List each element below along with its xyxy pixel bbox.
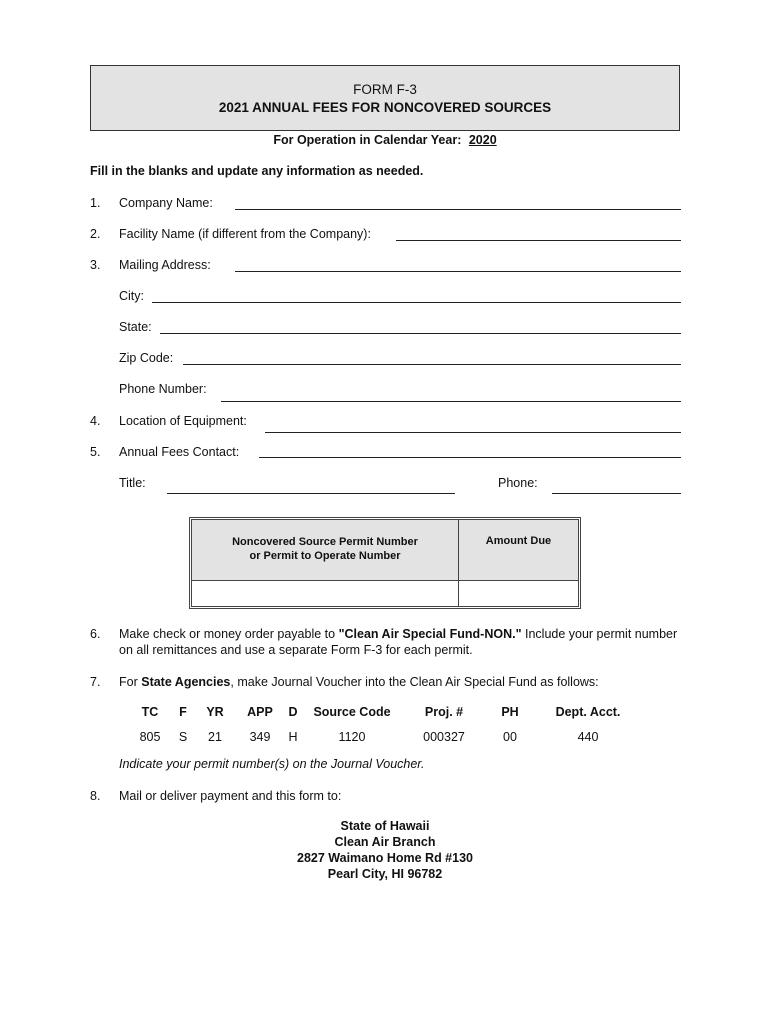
item-number-7: 7. bbox=[90, 675, 101, 689]
amount-due-cell[interactable] bbox=[459, 581, 578, 606]
permit-number-cell[interactable] bbox=[192, 581, 458, 606]
operation-year-value: 2020 bbox=[468, 133, 497, 147]
item6-pre: Make check or money order payable to bbox=[119, 627, 339, 641]
location-field[interactable] bbox=[265, 432, 681, 433]
jv-value-source-code: 1120 bbox=[338, 730, 366, 744]
jv-header-source-code: Source Code bbox=[313, 705, 391, 719]
item-number-4: 4. bbox=[90, 414, 101, 428]
item6-payee: "Clean Air Special Fund-NON." bbox=[338, 627, 522, 641]
item-number-3: 3. bbox=[90, 258, 101, 272]
fees-table bbox=[189, 517, 581, 609]
title-label: Title: bbox=[119, 476, 146, 490]
jv-value-dept-acct: 440 bbox=[577, 730, 599, 744]
company-name-field[interactable] bbox=[235, 209, 681, 210]
item7-text bbox=[119, 675, 684, 691]
phone-label: Phone: bbox=[498, 476, 538, 490]
city-label: City: bbox=[119, 289, 144, 303]
form-header bbox=[90, 65, 680, 131]
instructions: Fill in the blanks and update any information as needed. bbox=[90, 164, 424, 178]
item7-pre: For bbox=[119, 675, 142, 689]
item-number-6: 6. bbox=[90, 627, 101, 641]
item-number-8: 8. bbox=[90, 789, 101, 803]
item7-bold: State Agencies bbox=[141, 675, 231, 689]
fees-contact-label: Annual Fees Contact: bbox=[119, 445, 240, 459]
item-number-5: 5. bbox=[90, 445, 101, 459]
jv-value-ph: 00 bbox=[503, 730, 517, 744]
mailing-address-label: Mailing Address: bbox=[119, 258, 211, 272]
item8-text: Mail or deliver payment and this form to: bbox=[119, 789, 342, 803]
jv-value-tc: 805 bbox=[139, 730, 161, 744]
jv-header-app: APP bbox=[247, 705, 273, 719]
title-field[interactable] bbox=[167, 493, 455, 494]
facility-name-label: Facility Name (if different from the Company): bbox=[119, 227, 371, 241]
mailing-address-field[interactable] bbox=[235, 271, 681, 272]
jv-header-ph: PH bbox=[501, 705, 519, 719]
address-line4: Pearl City, HI 96782 bbox=[327, 867, 443, 881]
form-title: 2021 ANNUAL FEES FOR NONCOVERED SOURCES bbox=[218, 100, 552, 115]
jv-value-app: 349 bbox=[249, 730, 271, 744]
item6-text bbox=[119, 627, 684, 658]
operation-year-label: For Operation in Calendar Year: bbox=[273, 133, 462, 147]
item7-post: , make Journal Voucher into the Clean Air Special Fund as follows: bbox=[230, 675, 599, 689]
permit-number-header-line2: or Permit to Operate Number bbox=[249, 550, 401, 562]
jv-note: Indicate your permit number(s) on the Journal Voucher. bbox=[119, 757, 425, 771]
jv-value-proj: 000327 bbox=[423, 730, 465, 744]
address-line3: 2827 Waimano Home Rd #130 bbox=[297, 851, 473, 865]
company-name-label: Company Name: bbox=[119, 196, 213, 210]
jv-header-proj: Proj. # bbox=[424, 705, 464, 719]
jv-value-d: H bbox=[288, 730, 298, 744]
jv-value-yr: 21 bbox=[208, 730, 222, 744]
jv-header-d: D bbox=[288, 705, 298, 719]
address-line2: Clean Air Branch bbox=[334, 835, 436, 849]
city-field[interactable] bbox=[152, 302, 681, 303]
zip-label: Zip Code: bbox=[119, 351, 174, 365]
item-number-2: 2. bbox=[90, 227, 101, 241]
phone-number-label: Phone Number: bbox=[119, 382, 207, 396]
item6-post: Include your permit number on all remittances and use a separate Form F-3 for each permit. bbox=[119, 627, 678, 657]
jv-header-yr: YR bbox=[206, 705, 224, 719]
state-field[interactable] bbox=[160, 333, 681, 334]
address-line1: State of Hawaii bbox=[340, 819, 430, 833]
fees-contact-field[interactable] bbox=[259, 457, 681, 458]
location-label: Location of Equipment: bbox=[119, 414, 247, 428]
permit-number-header bbox=[192, 535, 458, 563]
jv-value-f: S bbox=[178, 730, 188, 744]
jv-header-dept-acct: Dept. Acct. bbox=[555, 705, 621, 719]
operation-year-line bbox=[0, 133, 770, 147]
zip-field[interactable] bbox=[183, 364, 681, 365]
jv-header-tc: TC bbox=[141, 705, 159, 719]
form-number: FORM F-3 bbox=[353, 82, 417, 97]
item-number-1: 1. bbox=[90, 196, 101, 210]
mailing-address-block bbox=[0, 818, 770, 882]
jv-header-f: F bbox=[179, 705, 187, 719]
amount-due-header: Amount Due bbox=[485, 535, 552, 547]
state-label: State: bbox=[119, 320, 152, 334]
phone-number-field[interactable] bbox=[221, 401, 681, 402]
permit-number-header-line1: Noncovered Source Permit Number bbox=[232, 536, 418, 548]
facility-name-field[interactable] bbox=[396, 240, 681, 241]
phone-field[interactable] bbox=[552, 493, 681, 494]
